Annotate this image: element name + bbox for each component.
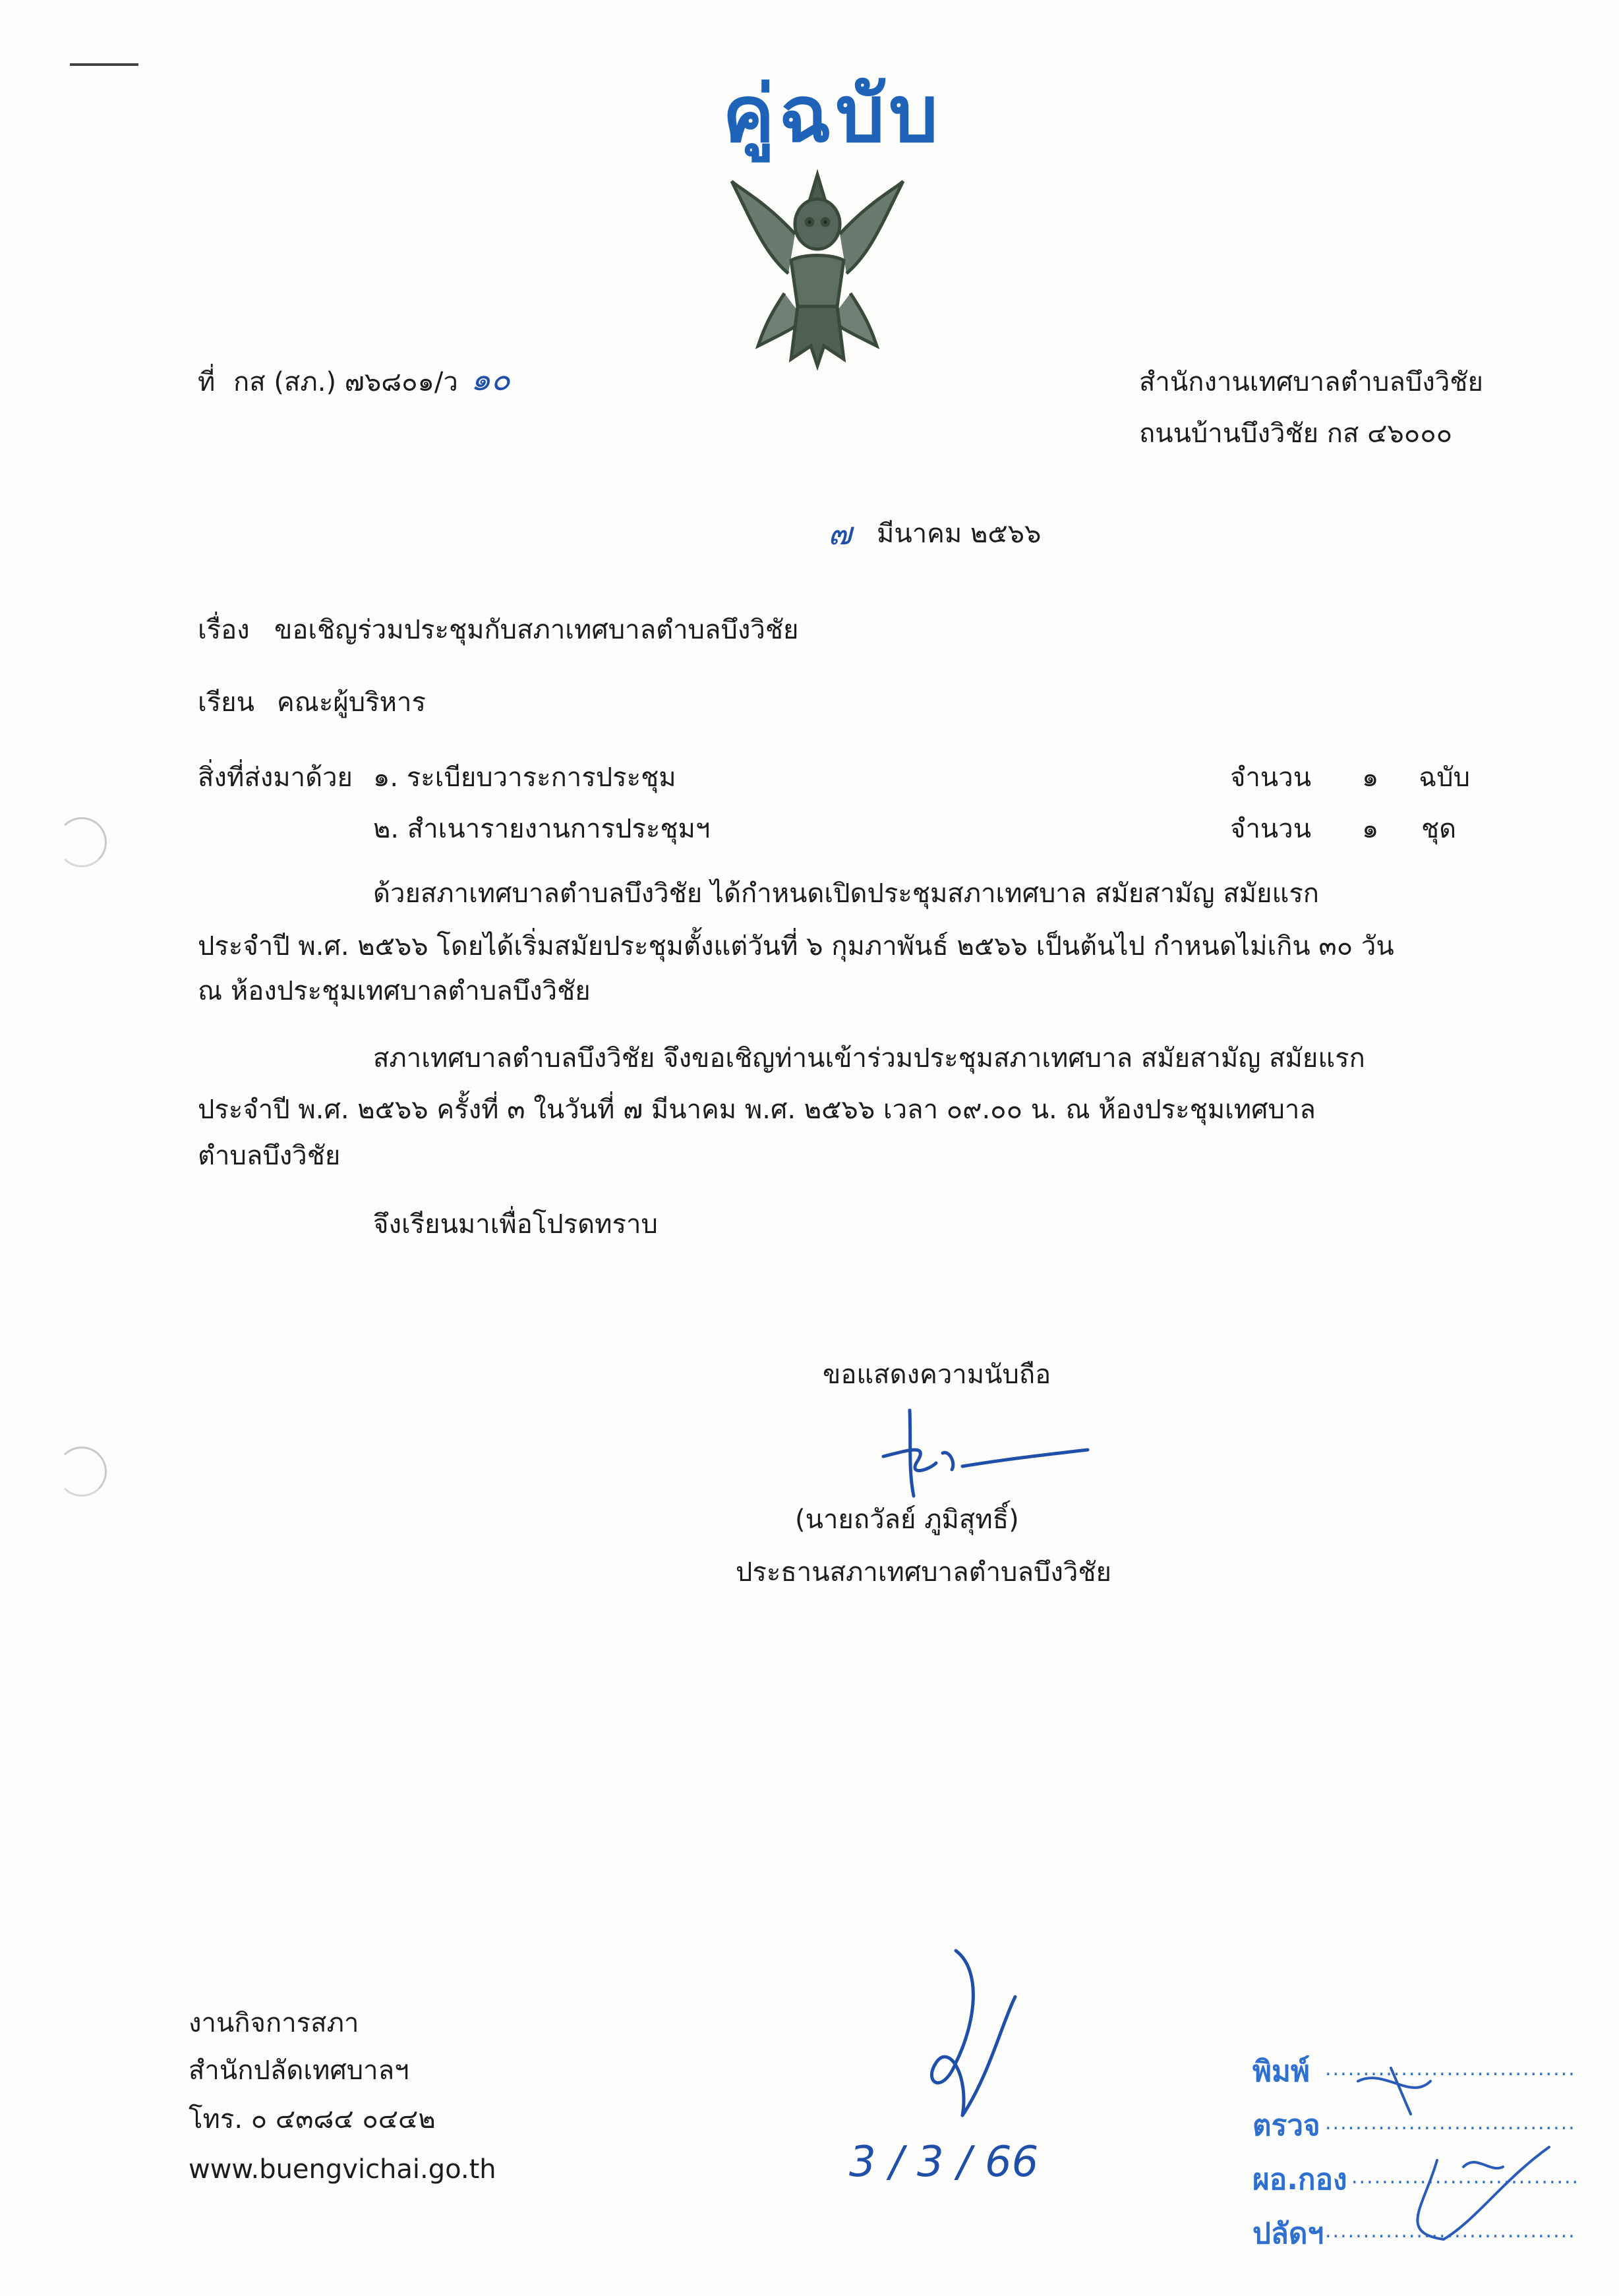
punch-hole — [57, 817, 107, 867]
body-paragraph-1-line-3: ณ ห้องประชุมเทศบาลตำบลบึงวิชัย — [198, 976, 591, 1006]
recipient-text: คณะผู้บริหาร — [277, 687, 426, 718]
enclosure-item-text: ๒. สำเนารายงานการประชุมฯ — [373, 814, 711, 844]
enclosure-item-unit: ฉบับ — [1419, 762, 1471, 793]
garuda-emblem-icon — [725, 161, 910, 372]
handwritten-signature — [870, 1404, 1094, 1503]
approval-row-dots: .............................. — [1351, 2166, 1580, 2189]
copy-stamp: คู่ฉบับ — [722, 69, 943, 159]
approval-row-label: ปลัดฯ — [1252, 2217, 1324, 2251]
enclosure-item-text: ๑. ระเบียบวาระการประชุม — [373, 762, 676, 793]
enclosure-item-qty-label: จำนวน — [1230, 814, 1312, 844]
approval-row-dots: ................................. — [1325, 2057, 1576, 2081]
footer-website: www.buengvichai.go.th — [189, 2154, 496, 2185]
footer-department: งานกิจการสภา — [189, 2008, 359, 2038]
enclosure-item-qty: ๑ — [1362, 814, 1379, 844]
approval-row-dots: ................................. — [1325, 2111, 1576, 2135]
body-paragraph-2-line-2: ประจำปี พ.ศ. ๒๕๖๖ ครั้งที่ ๓ ในวันที่ ๗ มีนาคม พ.ศ. ๒๕๖๖ เวลา ๐๙.๐๐ น. ณ ห้องประชุมเทศบาล — [198, 1095, 1316, 1125]
approval-stamp — [1252, 2048, 1595, 2285]
corner-mark — [70, 63, 138, 66]
recipient-label: เรียน — [198, 687, 254, 718]
body-paragraph-1-line-2: ประจำปี พ.ศ. ๒๕๖๖ โดยได้เริ่มสมัยประชุมตั้งแต่วันที่ ๖ กุมภาพันธ์ ๒๕๖๖ เป็นต้นไป กำหนดไม่เกิน ๓๐ วัน — [198, 931, 1394, 961]
reference-label: ที่ — [198, 367, 216, 397]
footer-office: สำนักปลัดเทศบาลฯ — [189, 2055, 409, 2086]
approval-row-dots: ................................. — [1325, 2220, 1576, 2243]
enclosure-item-unit: ชุด — [1421, 814, 1457, 844]
signer-position: ประธานสภาเทศบาลตำบลบึงวิชัย — [736, 1557, 1111, 1588]
punch-hole — [57, 1447, 107, 1497]
regards-line: ขอแสดงความนับถือ — [823, 1360, 1051, 1390]
reference-number: กส (สภ.) ๗๖๘๐๑/ว — [233, 367, 458, 397]
office-address: ถนนบ้านบึงวิชัย กส ๔๖๐๐๐ — [1139, 418, 1453, 449]
enclosure-item-qty-label: จำนวน — [1230, 762, 1312, 793]
subject-text: ขอเชิญร่วมประชุมกับสภาเทศบาลตำบลบึงวิชัย — [274, 615, 799, 645]
subject-label: เรื่อง — [198, 615, 250, 645]
receipt-handwritten-date: 3 / 3 / 66 — [849, 2138, 1039, 2187]
enclosure-item-qty: ๑ — [1362, 762, 1379, 793]
receipt-initial-scribble — [897, 1944, 1028, 2129]
approval-row-label: ตรวจ — [1252, 2109, 1320, 2142]
body-paragraph-1-line-1: ด้วยสภาเทศบาลตำบลบึงวิชัย ได้กำหนดเปิดประชุมสภาเทศบาล สมัยสามัญ สมัยแรก — [373, 878, 1320, 909]
approval-row-label: พิมพ์ — [1252, 2055, 1310, 2088]
reference-handwritten-number: ๑๐ — [471, 361, 510, 398]
closing-line: จึงเรียนมาเพื่อโปรดทราบ — [373, 1209, 658, 1240]
signer-name: (นายถวัลย์ ภูมิสุทธิ์) — [795, 1505, 1019, 1535]
enclosures-label: สิ่งที่ส่งมาด้วย — [198, 762, 353, 793]
footer-phone: โทร. ๐ ๔๓๘๔ ๐๔๔๒ — [189, 2104, 436, 2135]
approval-row-label: ผอ.กอง — [1252, 2163, 1347, 2196]
body-paragraph-2-line-3: ตำบลบึงวิชัย — [198, 1141, 341, 1171]
date-day-handwritten: ๗ — [828, 515, 852, 552]
office-name: สำนักงานเทศบาลตำบลบึงวิชัย — [1139, 367, 1483, 397]
approval-initials-scribble — [1332, 2042, 1582, 2253]
body-paragraph-2-line-1: สภาเทศบาลตำบลบึงวิชัย จึงขอเชิญท่านเข้าร่วมประชุมสภาเทศบาล สมัยสามัญ สมัยแรก — [373, 1043, 1365, 1074]
date-text: มีนาคม ๒๕๖๖ — [877, 519, 1042, 549]
